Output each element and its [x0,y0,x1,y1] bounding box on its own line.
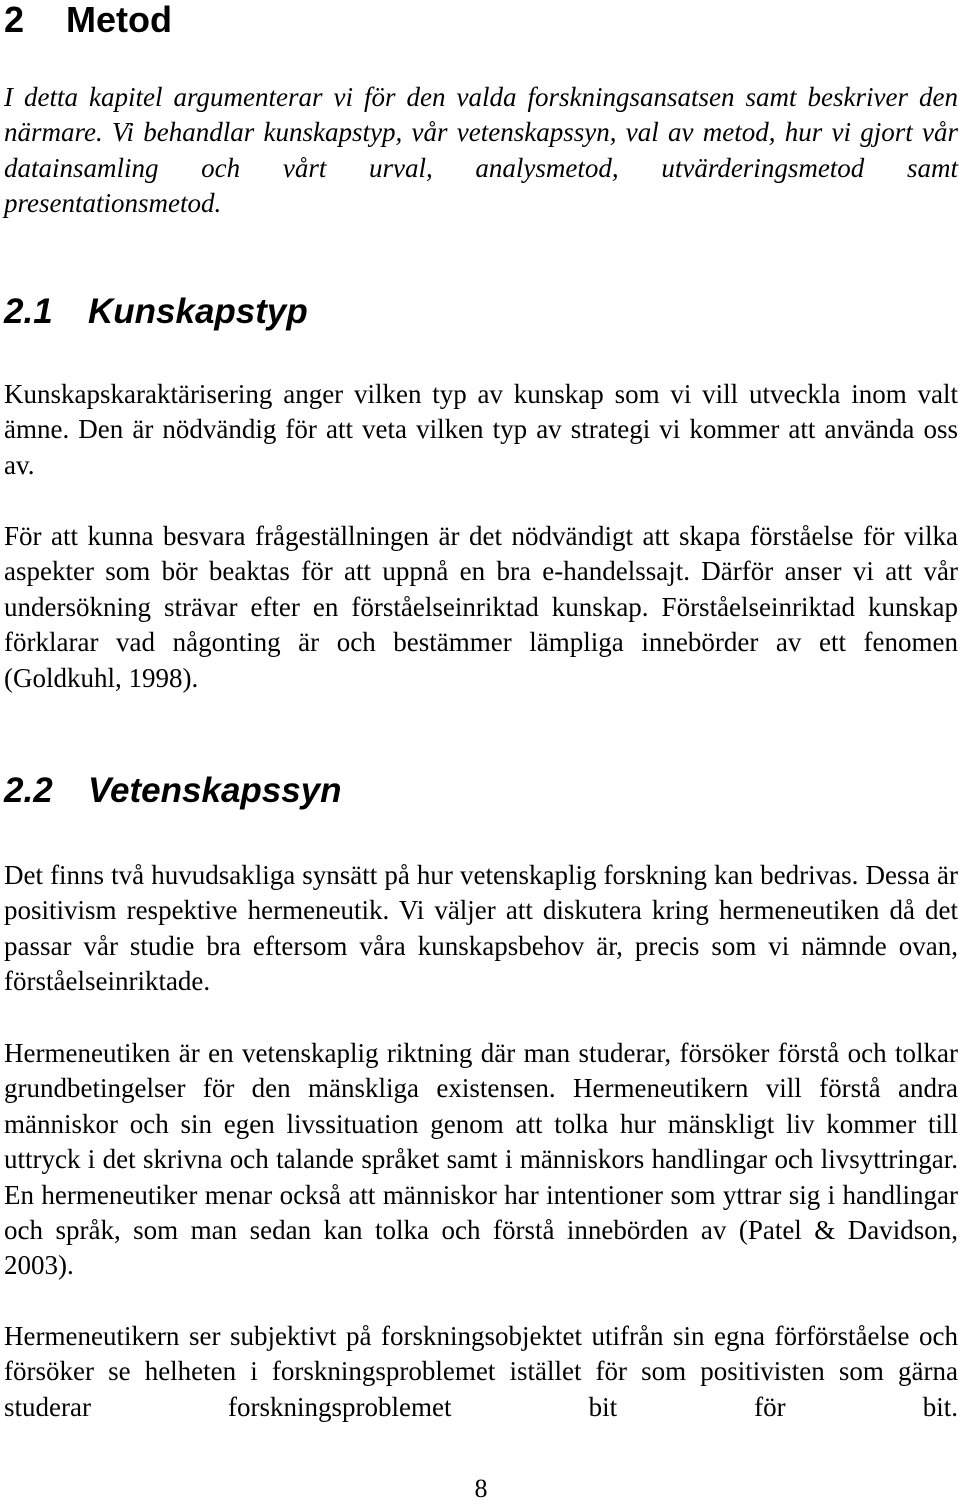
section-heading-vetenskapssyn [4,771,342,811]
document-page [4,0,958,1502]
paragraph: Kunskapskaraktärisering anger vilken typ av kunskap som vi vill utveckla inom valt ämne. Den är nödvändig för att veta vilken typ av strategi vi kommer att använda oss av. [4,379,958,480]
chapter-heading [4,0,172,40]
section-title: Kunskapstyp [88,292,308,331]
chapter-title: Metod [66,0,172,40]
section-number: 2.2 [4,771,53,810]
paragraph: Hermeneutiken är en vetenskaplig riktning där man studerar, försöker förstå och tolkar grundbetingelser för den mänskliga existensen. Hermeneutikern vill förstå andra människor och sin egen livssituation genom att tolka hur mänskligt liv kommer till uttryck i det skrivna och talande språket samt i människors handlingar och livsyttringar. En hermeneutiker menar också att människor har intentioner som yttrar sig i handlingar och språk, som man sedan kan tolka och förstå innebörden av (Patel & Davidson, 2003). [4,1038,958,1281]
paragraph: Hermeneutikern ser subjektivt på forskningsobjektet utifrån sin egna förförståelse och försöker se helheten i forskningsproblemet istället för som positivisten som gärna studerar forskningsproblemet bit för bit. [4,1321,958,1422]
section-heading-kunskapstyp [4,292,308,332]
section-number: 2.1 [4,292,53,331]
paragraph: Det finns två huvudsakliga synsätt på hur vetenskaplig forskning kan bedrivas. Dessa är positivism respektive hermeneutik. Vi väljer att diskutera kring hermeneutiken då det passar vår studie bra eftersom våra kunskapsbehov är, precis som vi nämnde ovan, förståelseinriktade. [4,860,958,997]
chapter-number: 2 [4,0,25,40]
page-number: 8 [474,1474,488,1503]
chapter-intro: I detta kapitel argumenterar vi för den valda forskningsansatsen samt beskriver den närmare. Vi behandlar kunskapstyp, vår vetenskapssyn, val av metod, hur vi gjort vår datainsamling och vårt urval, analysmetod, utvärderingsmetod samt presentationsmetod. [4,82,958,219]
section-title: Vetenskapssyn [88,771,342,810]
paragraph: För att kunna besvara frågeställningen är det nödvändigt att skapa förståelse för vilka aspekter som bör beaktas för att uppnå en bra e-handelssajt. Därför anser vi att vår undersökning strävar efter en förståelseinriktad kunskap. Förståelseinriktad kunskap förklarar vad någonting är och bestämmer lämpliga innebörder av ett fenomen (Goldkuhl, 1998). [4,521,958,693]
